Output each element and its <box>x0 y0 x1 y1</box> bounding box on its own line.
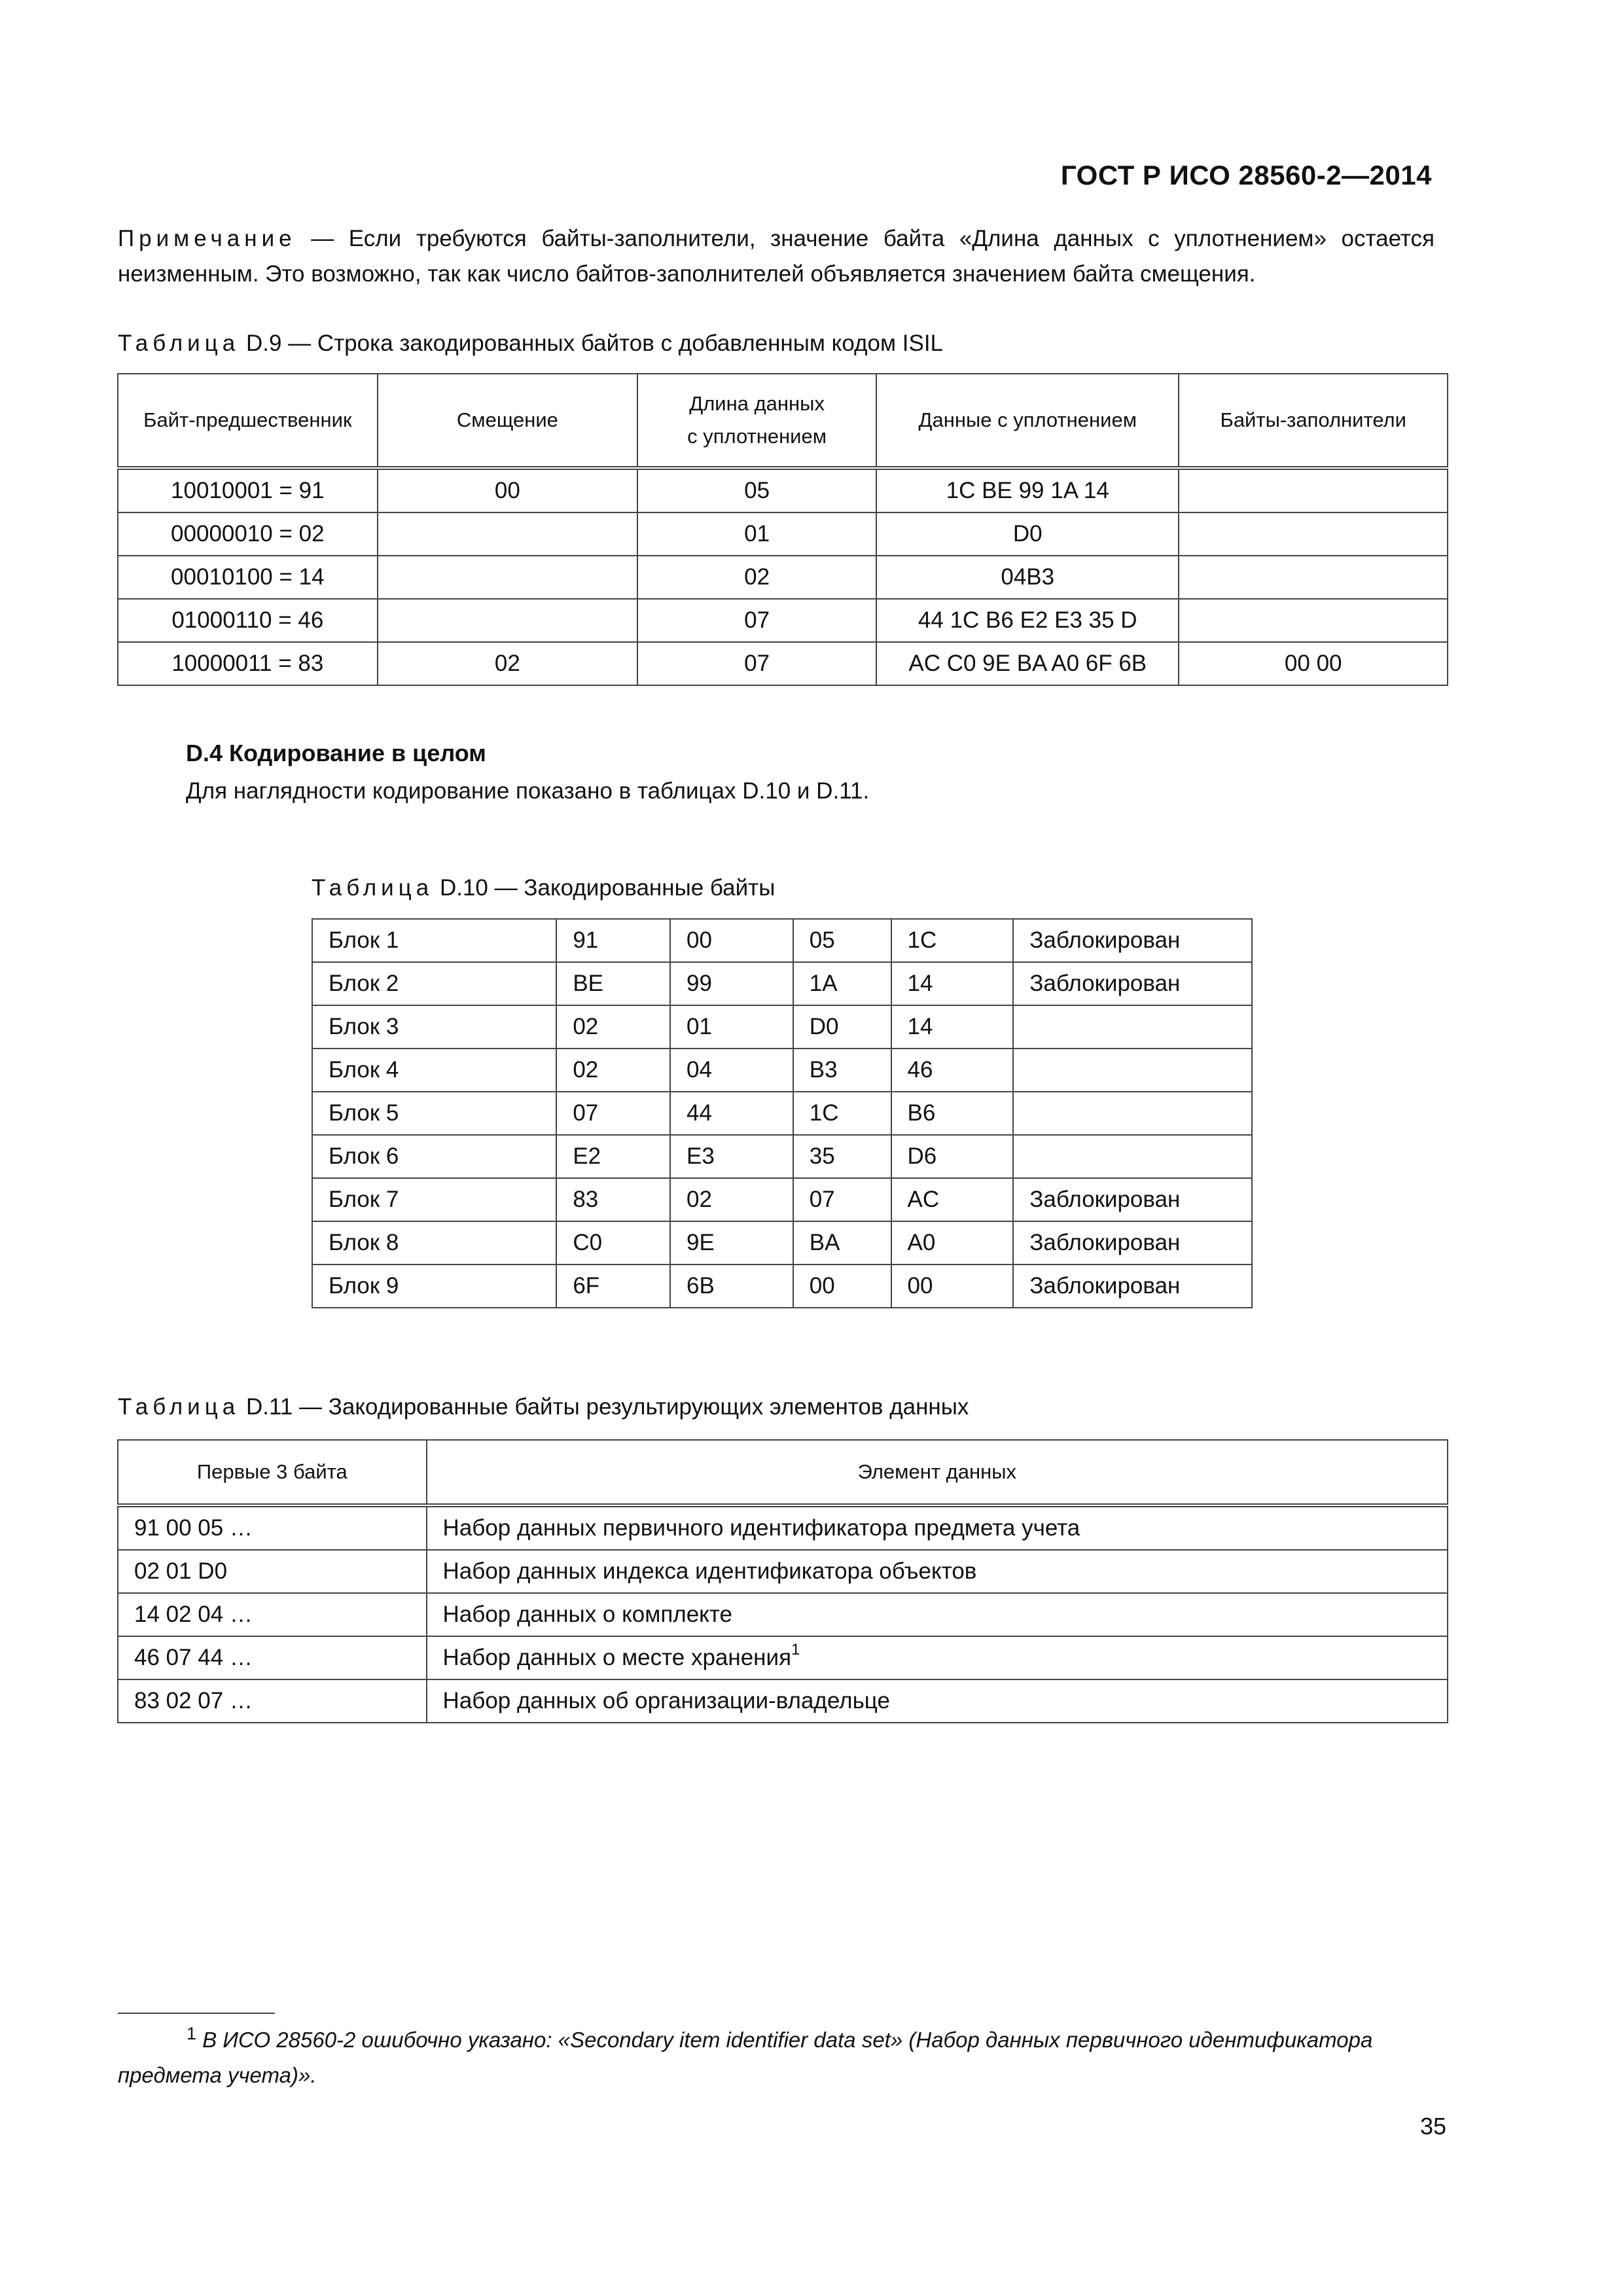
table-cell: Блок 6 <box>312 1135 556 1178</box>
table-cell: 1C BE 99 1A 14 <box>876 468 1179 512</box>
note-paragraph <box>118 221 1435 292</box>
table-cell: 10000011 = 83 <box>118 642 378 685</box>
table-cell: 00010100 = 14 <box>118 556 378 599</box>
page-number: 35 <box>1419 2113 1446 2140</box>
table-cell: AC <box>891 1178 1014 1221</box>
table-cell <box>1013 1092 1252 1135</box>
table-cell: Блок 7 <box>312 1178 556 1221</box>
table-row <box>312 1135 1252 1178</box>
table-row <box>312 962 1252 1005</box>
column-header: Длина данных с уплотнением <box>637 374 876 468</box>
table-cell: 00 <box>793 1265 891 1308</box>
table-cell: 01000110 = 46 <box>118 599 378 642</box>
table-cell: 02 <box>670 1178 793 1221</box>
table-cell: 6B <box>670 1265 793 1308</box>
table-row <box>312 1265 1252 1308</box>
table-cell: 05 <box>793 919 891 962</box>
column-header: Элемент данных <box>427 1440 1448 1505</box>
table-cell: B6 <box>891 1092 1014 1135</box>
table-cell: Блок 1 <box>312 919 556 962</box>
table-cell: Блок 8 <box>312 1221 556 1265</box>
table-cell: 44 <box>670 1092 793 1135</box>
table-d10 <box>312 918 1253 1308</box>
table-cell: 91 00 05 … <box>118 1505 427 1550</box>
table-cell <box>378 556 637 599</box>
column-header: Смещение <box>378 374 637 468</box>
table-cell: 07 <box>637 642 876 685</box>
table-cell: 07 <box>637 599 876 642</box>
column-header: Данные с уплотнением <box>876 374 1179 468</box>
table-cell: 6F <box>556 1265 670 1308</box>
table-cell: 9E <box>670 1221 793 1265</box>
table-row <box>118 1550 1448 1593</box>
table-cell: Блок 5 <box>312 1092 556 1135</box>
table-cell: 35 <box>793 1135 891 1178</box>
table-cell <box>1179 468 1448 512</box>
table-row <box>118 1593 1448 1636</box>
table-cell: 01 <box>637 512 876 556</box>
section-heading: D.4 Кодирование в целом <box>186 740 486 766</box>
table-row <box>118 1505 1448 1550</box>
table-cell: 83 02 07 … <box>118 1679 427 1723</box>
table-cell: 00 <box>891 1265 1014 1308</box>
table-row <box>312 1178 1252 1221</box>
column-header: Байт-предшественник <box>118 374 378 468</box>
table-row <box>118 468 1448 512</box>
table-cell: 07 <box>556 1092 670 1135</box>
table-cell: 1C <box>793 1092 891 1135</box>
table-header-row <box>118 1440 1448 1505</box>
note-text: — Если требуются байты-заполнители, значение байта «Длина данных с уплотнением» остается неизменным. Это возможно, так как число байтов-заполнителей объявляется значением байта смещения. <box>118 226 1435 287</box>
caption-label: Таблица <box>312 875 434 901</box>
table-cell <box>427 1636 1448 1679</box>
table-cell: A0 <box>891 1221 1014 1265</box>
note-label: Примечание <box>118 226 296 251</box>
table-cell: 14 02 04 … <box>118 1593 427 1636</box>
table-cell <box>1179 512 1448 556</box>
table-cell: 04B3 <box>876 556 1179 599</box>
table-cell: AC C0 9E BA A0 6F 6B <box>876 642 1179 685</box>
table-row <box>312 1221 1252 1265</box>
table-row <box>118 642 1448 685</box>
table-cell: 14 <box>891 962 1014 1005</box>
table-cell: Заблокирован <box>1013 1265 1252 1308</box>
table-cell: 04 <box>670 1049 793 1092</box>
table-cell: 99 <box>670 962 793 1005</box>
table-cell: 00000010 = 02 <box>118 512 378 556</box>
footnote-text: В ИСО 28560-2 ошибочно указано: «Secondary item identifier data set» (Набор данных первичного идентификатора предмета учета)». <box>118 2028 1373 2087</box>
table-cell: BE <box>556 962 670 1005</box>
table-cell: Набор данных об организации-владельце <box>427 1679 1448 1723</box>
caption-text: D.9 — Строка закодированных байтов с добавленным кодом ISIL <box>240 331 944 356</box>
table-row <box>312 1005 1252 1049</box>
table-row <box>118 556 1448 599</box>
table-cell: Набор данных индекса идентификатора объектов <box>427 1550 1448 1593</box>
column-header: Первые 3 байта <box>118 1440 427 1505</box>
table-cell: 1C <box>891 919 1014 962</box>
table-cell <box>378 599 637 642</box>
footnote-reference: 1 <box>791 1641 800 1659</box>
table-cell: B3 <box>793 1049 891 1092</box>
table-cell: 00 <box>378 468 637 512</box>
table-cell: BA <box>793 1221 891 1265</box>
table-cell <box>1179 599 1448 642</box>
table-row <box>118 1679 1448 1723</box>
table-cell: 1A <box>793 962 891 1005</box>
footnote-mark: 1 <box>187 2024 197 2043</box>
table-cell: 01 <box>670 1005 793 1049</box>
caption-text: D.10 — Закодированные байты <box>433 875 776 901</box>
table-cell: D6 <box>891 1135 1014 1178</box>
table-row <box>118 512 1448 556</box>
table-cell: 02 <box>637 556 876 599</box>
table-cell: 07 <box>793 1178 891 1221</box>
table-cell <box>1013 1135 1252 1178</box>
table-cell: 10010001 = 91 <box>118 468 378 512</box>
table-cell: Набор данных первичного идентификатора предмета учета <box>427 1505 1448 1550</box>
table-cell <box>378 512 637 556</box>
caption-text: D.11 — Закодированные байты результирующих элементов данных <box>240 1394 969 1420</box>
table-cell: 44 1C B6 E2 E3 35 D <box>876 599 1179 642</box>
footnote <box>118 2022 1449 2093</box>
table-cell: Заблокирован <box>1013 1178 1252 1221</box>
table-cell: 46 <box>891 1049 1014 1092</box>
table-row <box>312 1049 1252 1092</box>
table-cell: 02 <box>556 1005 670 1049</box>
table-cell: 00 <box>670 919 793 962</box>
table-d10-caption <box>312 875 775 901</box>
table-cell: 91 <box>556 919 670 962</box>
table-cell: Набор данных о комплекте <box>427 1593 1448 1636</box>
table-cell <box>1179 556 1448 599</box>
table-cell: 46 07 44 … <box>118 1636 427 1679</box>
table-cell: E3 <box>670 1135 793 1178</box>
table-cell: C0 <box>556 1221 670 1265</box>
table-cell: D0 <box>876 512 1179 556</box>
cell-text: Набор данных о месте хранения <box>442 1645 792 1670</box>
table-row <box>118 1636 1448 1679</box>
table-cell: 83 <box>556 1178 670 1221</box>
table-d11 <box>117 1439 1448 1723</box>
table-cell: Блок 4 <box>312 1049 556 1092</box>
table-d9 <box>117 373 1448 686</box>
table-cell: E2 <box>556 1135 670 1178</box>
table-d9-caption <box>118 331 943 357</box>
table-cell: Блок 3 <box>312 1005 556 1049</box>
table-cell: 02 <box>378 642 637 685</box>
caption-label: Таблица <box>118 1394 240 1420</box>
column-header: Байты-заполнители <box>1179 374 1448 468</box>
table-cell: 02 01 D0 <box>118 1550 427 1593</box>
table-d11-caption <box>118 1394 969 1420</box>
table-header-row <box>118 374 1448 468</box>
document-header: ГОСТ Р ИСО 28560-2—2014 <box>1060 160 1432 190</box>
table-cell: 02 <box>556 1049 670 1092</box>
table-cell <box>1013 1005 1252 1049</box>
table-cell: D0 <box>793 1005 891 1049</box>
table-cell: 05 <box>637 468 876 512</box>
table-cell <box>1013 1049 1252 1092</box>
table-cell: 14 <box>891 1005 1014 1049</box>
caption-label: Таблица <box>118 331 240 356</box>
table-cell: 00 00 <box>1179 642 1448 685</box>
footnote-divider <box>118 2013 275 2014</box>
table-cell: Блок 2 <box>312 962 556 1005</box>
table-cell: Заблокирован <box>1013 919 1252 962</box>
table-row <box>118 599 1448 642</box>
section-text: Для наглядности кодирование показано в таблицах D.10 и D.11. <box>186 778 870 804</box>
table-cell: Заблокирован <box>1013 962 1252 1005</box>
table-row <box>312 919 1252 962</box>
table-cell: Заблокирован <box>1013 1221 1252 1265</box>
table-cell: Блок 9 <box>312 1265 556 1308</box>
table-row <box>312 1092 1252 1135</box>
